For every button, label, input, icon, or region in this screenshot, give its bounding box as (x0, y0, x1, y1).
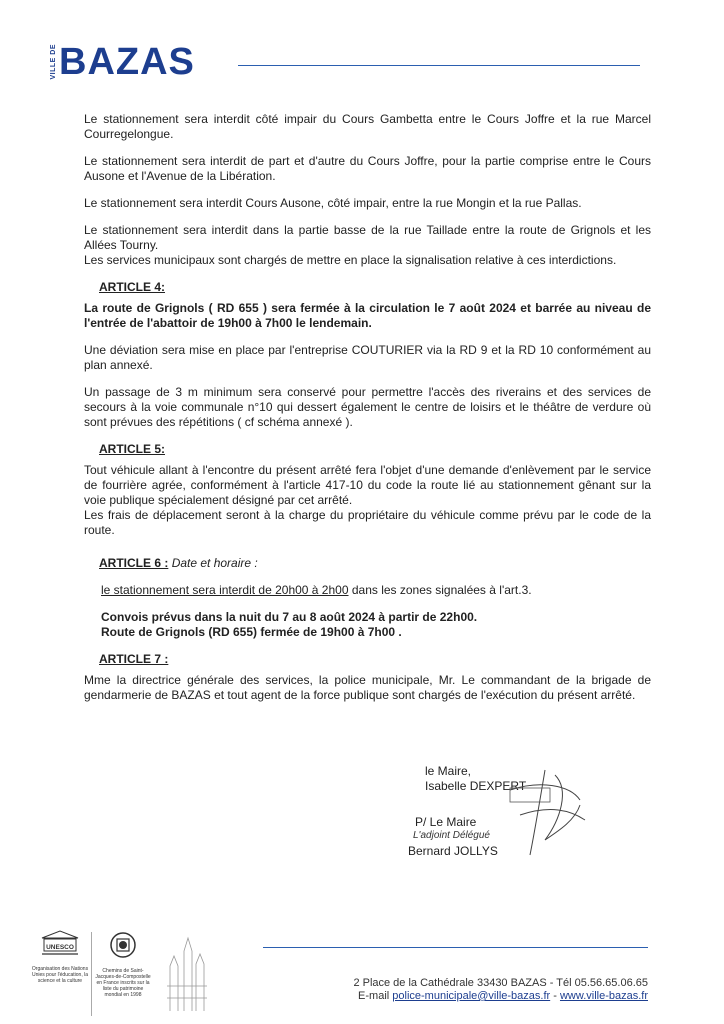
handwritten-signature (500, 760, 590, 860)
article-4-deviation: Une déviation sera mise en place par l'entreprise COUTURIER via la RD 9 et la RD 10 conformément au plan annexé. (84, 343, 651, 372)
bazas-logo (50, 40, 195, 84)
signature-adjoint-name: Bernard JOLLYS (408, 844, 498, 858)
world-heritage-icon (108, 930, 138, 960)
paragraph-joffre: Le stationnement sera interdit de part et d'autre du Cours Joffre, pour la partie comprise entre le Cours Ausone et l'Avenue de la Libération. (84, 154, 651, 183)
article-4-title: ARTICLE 4: (99, 280, 165, 294)
unesco-label: UNESCO (46, 944, 74, 951)
article-6-underlined: le stationnement sera interdit de 20h00 à 2h00 (101, 583, 349, 597)
unesco-caption: Organisation des Nations Unies pour l'éducation, la science et la culture (31, 966, 89, 984)
logo-text: BAZAS (59, 41, 195, 83)
footer-separator: - (550, 990, 560, 1002)
chemins-logo (94, 930, 152, 998)
signature-maire: le Maire, (425, 764, 472, 778)
footer-email-label: E-mail (358, 990, 393, 1002)
article-6-rest: dans les zones signalées à l'art.3. (348, 583, 532, 597)
header-divider (238, 65, 640, 66)
paragraph-gambetta: Le stationnement sera interdit côté impair du Cours Gambetta entre le Cours Joffre et la rue Marcel Courregelongue. (84, 112, 651, 141)
cathedral-sketch-icon (162, 936, 212, 1011)
article-6-convois: Convois prévus dans la nuit du 7 au 8 août 2024 à partir de 22h00. (101, 610, 478, 624)
signature-adjoint: L'adjoint Délégué (413, 830, 490, 841)
unesco-temple-icon (38, 930, 82, 958)
logo-vertical-text: VILLE DE (50, 44, 57, 80)
chemins-caption: Chemins de Saint-Jacques-de-Compostelle en France inscrits sur la liste du patrimoine mondial en 1998 (95, 968, 151, 998)
article-4-passage: Un passage de 3 m minimum sera conservé pour permettre l'accès des riverains et des services de secours à la voie communale n°10 qui dessert également le centre de loisirs et le théâtre de verdure où sont prévues des répétitions ( cf schéma annexé ). (84, 385, 651, 429)
unesco-logo (30, 930, 90, 984)
signature-block (400, 760, 580, 860)
page-header (50, 40, 690, 84)
article-5-frais: Les frais de déplacement seront à la charge du propriétaire du véhicule comme prévu par le code de la route. (84, 508, 651, 537)
footer-email-link[interactable]: police-municipale@ville-bazas.fr (392, 990, 551, 1002)
article-4-closure: La route de Grignols ( RD 655 ) sera fermée à la circulation le 7 août 2024 et barrée au niveau de l'entrée de l'abattoir de 19h00 à 7h00 le lendemain. (84, 301, 651, 330)
footer-address: 2 Place de la Cathédrale 33430 BAZAS - Tél 05.56.65.06.65 (353, 977, 648, 989)
paragraph-ausone: Le stationnement sera interdit Cours Ausone, côté impair, entre la rue Mongin et la rue Pallas. (84, 196, 582, 210)
signature-pour-maire: P/ Le Maire (415, 815, 477, 829)
article-6-title: ARTICLE 6 : (99, 556, 169, 570)
logo-divider (91, 932, 92, 1016)
footer-links (263, 990, 648, 1003)
article-5-title: ARTICLE 5: (99, 442, 165, 456)
article-6-route: Route de Grignols (RD 655) fermée de 19h00 à 7h00 . (101, 625, 402, 639)
article-6-subtitle: Date et horaire : (171, 556, 258, 570)
article-5-enlevement: Tout véhicule allant à l'encontre du présent arrêté fera l'objet d'une demande d'enlèvement par le service de fourrière agrée, conformément à l'article 417-10 du code la route lié au stationnement gênant sur la voie publique spécialement désigné par cet arrêté. (84, 463, 651, 507)
paragraph-taillade: Le stationnement sera interdit dans la partie basse de la rue Taillade entre la route de Grignols et les Allées Tourny. (84, 223, 651, 252)
footer-website-link[interactable]: www.ville-bazas.fr (559, 990, 648, 1002)
article-7-execution: Mme la directrice générale des services, la police municipale, Mr. Le commandant de la brigade de gendarmerie de BAZAS et tout agent de la force publique sont chargés de l'exécution du présent arrêté. (84, 673, 651, 702)
footer-contact (263, 977, 648, 1003)
footer-logos (30, 930, 240, 1020)
footer-divider (263, 947, 648, 948)
article-7-title: ARTICLE 7 : (99, 652, 169, 666)
article-6-heading (99, 556, 651, 571)
document-body (84, 112, 651, 715)
signature-name: Isabelle DEXPERT (425, 779, 527, 793)
article-6-stationnement (101, 583, 651, 598)
paragraph-signalisation: Les services municipaux sont chargés de mettre en place la signalisation relative à ces interdictions. (84, 253, 617, 267)
